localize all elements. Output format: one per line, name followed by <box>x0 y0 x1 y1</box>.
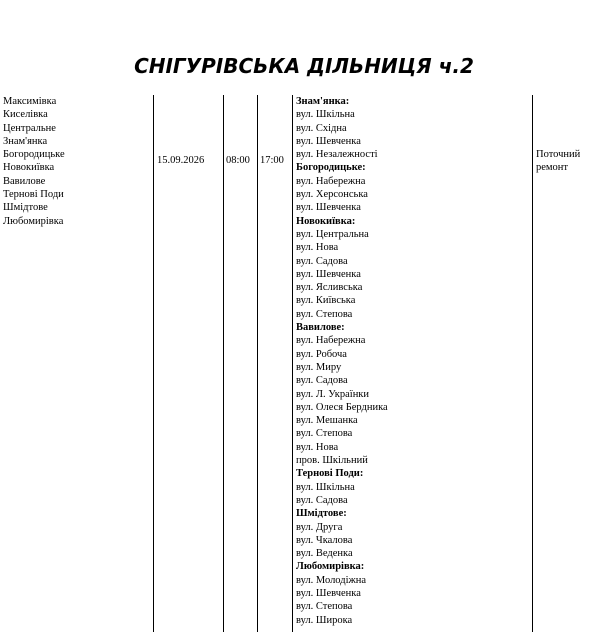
column-divider <box>153 95 154 632</box>
settlement-item: Тернові Поди <box>3 189 64 201</box>
street-item: вул. Східна <box>296 122 347 134</box>
street-item: вул. Друга <box>296 521 343 533</box>
street-item: вул. Шевченка <box>296 587 361 599</box>
street-group-heading: Любомирівка: <box>296 561 365 573</box>
street-item: вул. Шевченка <box>296 135 361 147</box>
column-divider <box>292 95 293 632</box>
street-item: вул. Веденка <box>296 548 353 560</box>
page-title: СНІГУРІВСЬКА ДІЛЬНИЦЯ ч.2 <box>134 54 474 78</box>
settlement-item: Киселівка <box>3 109 48 121</box>
street-item: вул. Л. Українки <box>296 388 370 400</box>
column-divider <box>223 95 224 632</box>
street-item: вул. Степова <box>296 601 353 613</box>
street-item: вул. Садова <box>296 375 348 387</box>
street-item: вул. Степова <box>296 308 353 320</box>
street-item: пров. Шкільний <box>296 455 368 467</box>
street-item: вул. Садова <box>296 255 348 267</box>
column-divider <box>532 95 533 632</box>
street-item: вул. Чкалова <box>296 534 353 546</box>
street-group-heading: Тернові Поди: <box>296 468 364 480</box>
settlement-item: Любомирівка <box>3 215 64 227</box>
street-item: вул. Ясливська <box>296 282 363 294</box>
street-item: вул. Незалежності <box>296 149 378 161</box>
settlement-item: Новокиївка <box>3 162 55 174</box>
street-item: вул. Центральна <box>296 228 369 240</box>
street-item: вул. Херсонська <box>296 189 368 201</box>
street-item: вул. Нова <box>296 441 339 453</box>
street-group-heading: Новокиївка: <box>296 215 356 227</box>
street-item: вул. Шевченка <box>296 202 361 214</box>
street-group-heading: Знам'янка: <box>296 96 350 107</box>
street-item: вул. Набережна <box>296 175 366 187</box>
streets-column <box>296 95 388 627</box>
street-item: вул. Робоча <box>296 348 347 360</box>
street-item: вул. Набережна <box>296 335 366 347</box>
street-item: вул. Молодіжна <box>296 574 367 586</box>
settlement-item: Вавилове <box>3 175 46 187</box>
street-item: вул. Шкільна <box>296 109 355 121</box>
time-to-cell: 17:00 <box>260 155 284 166</box>
settlement-item: Центральне <box>3 122 56 134</box>
street-item: вул. Садова <box>296 494 348 506</box>
street-group-heading: Богородицьке: <box>296 162 366 174</box>
schedule-table <box>0 95 608 632</box>
street-item: вул. Шевченка <box>296 268 361 280</box>
street-group-heading: Шмідтове: <box>296 508 347 520</box>
column-divider <box>257 95 258 632</box>
street-group-heading: Вавилове: <box>296 322 345 334</box>
settlement-item: Знам'янка <box>3 135 48 147</box>
street-item: вул. Миру <box>296 361 342 373</box>
settlement-item: Богородицьке <box>3 149 65 161</box>
time-from-cell: 08:00 <box>226 155 250 166</box>
reason-cell <box>536 148 580 174</box>
date-cell: 15.09.2026 <box>157 155 205 166</box>
street-item: вул. Мешанка <box>296 415 358 427</box>
street-item: вул. Олеся Бердника <box>296 401 388 413</box>
street-item: вул. Шкільна <box>296 481 355 493</box>
street-item: вул. Степова <box>296 428 353 440</box>
street-item: вул. Широка <box>296 614 353 626</box>
settlements-column <box>3 95 65 228</box>
reason-line: ремонт <box>536 162 569 173</box>
settlement-item: Максимівка <box>3 96 57 107</box>
street-item: вул. Київська <box>296 295 356 307</box>
reason-line: Поточний <box>536 149 581 160</box>
street-item: вул. Нова <box>296 242 339 254</box>
settlement-item: Шмідтове <box>3 202 48 214</box>
